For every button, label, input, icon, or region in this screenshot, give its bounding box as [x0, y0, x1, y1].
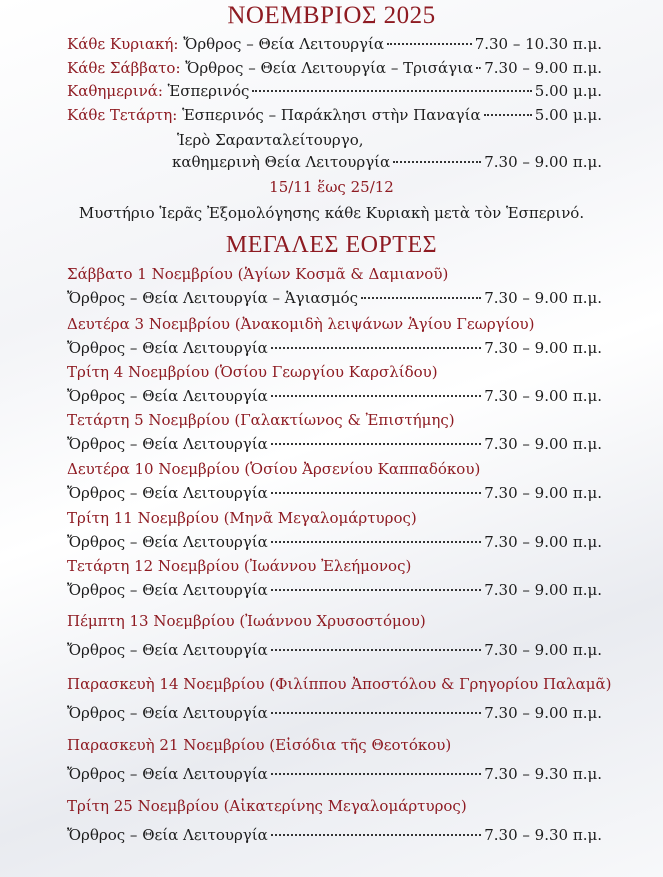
feast-time: 7.30 – 9.00 π.μ.: [484, 289, 602, 307]
weekly-row-daily: [67, 80, 602, 102]
feast-heading: Τετάρτη 5 Νοεμβρίου (Γαλακτίωνος & Ἐπιστήμης): [67, 411, 455, 429]
weekly-time: 5.00 μ.μ.: [534, 106, 602, 124]
weekly-day: Κάθε Κυριακή:: [67, 35, 179, 53]
dot-leader: [271, 589, 481, 591]
feasts-title: ΜΕΓΑΛΕΣ ΕΟΡΤΕΣ: [225, 232, 438, 258]
page-title: ΝΟΕΜΒΡΙΟΣ 2025: [227, 2, 436, 29]
feast-service-row: [67, 639, 602, 661]
dot-leader: [271, 492, 481, 494]
weekly-time: 5.00 μ.μ.: [534, 82, 602, 100]
feast-time: 7.30 – 9.00 π.μ.: [484, 484, 602, 502]
feast-heading: Παρασκευὴ 14 Νοεμβρίου (Φιλίππου Ἀποστόλου & Γρηγορίου Παλαμᾶ): [67, 675, 612, 693]
feast-service: Ὄρθρος – Θεία Λειτουργία: [67, 484, 268, 502]
dot-leader: [271, 541, 481, 543]
feast-service: Ὄρθρος – Θεία Λειτουργία: [67, 339, 268, 357]
feast-heading: Τρίτη 4 Νοεμβρίου (Ὁσίου Γεωργίου Καρσλίδου): [67, 363, 438, 381]
feast-service-row: [67, 763, 602, 785]
feast-time: 7.30 – 9.30 π.μ.: [484, 765, 602, 783]
dot-leader: [484, 114, 532, 116]
weekly-time: 7.30 – 10.30 π.μ.: [474, 35, 602, 53]
feast-time: 7.30 – 9.00 π.μ.: [484, 533, 602, 551]
weekly-desc: Ὄρθρος – Θεία Λειτουργία – Τρισάγια: [185, 59, 474, 77]
feast-service: Ὄρθρος – Θεία Λειτουργία: [67, 435, 268, 453]
weekly-row-wednesday: [67, 104, 602, 126]
dot-leader: [252, 90, 531, 92]
dot-leader: [271, 649, 481, 651]
feast-heading: Τρίτη 11 Νοεμβρίου (Μηνᾶ Μεγαλομάρτυρος): [67, 509, 417, 527]
dot-leader: [361, 297, 481, 299]
dot-leader: [271, 712, 481, 714]
feast-service-row: [67, 531, 602, 553]
feast-service: Ὄρθρος – Θεία Λειτουργία: [67, 387, 268, 405]
feast-time: 7.30 – 9.30 π.μ.: [484, 826, 602, 844]
saranta-desc: καθημερινὴ Θεία Λειτουργία: [172, 153, 391, 171]
weekly-day: Κάθε Σάββατο:: [67, 59, 181, 77]
feast-service: Ὄρθρος – Θεία Λειτουργία – Ἁγιασμός: [67, 289, 359, 307]
feast-service: Ὄρθρος – Θεία Λειτουργία: [67, 581, 268, 599]
weekly-day: Καθημερινά:: [67, 82, 163, 100]
feast-service: Ὄρθρος – Θεία Λειτουργία: [67, 765, 268, 783]
feast-service-row: [67, 385, 602, 407]
feast-time: 7.30 – 9.00 π.μ.: [484, 581, 602, 599]
saranta-line1: Ἱερὸ Σαρανταλείτουργο,: [177, 131, 364, 149]
dot-leader: [271, 834, 481, 836]
feast-service-row: [67, 824, 602, 846]
feast-time: 7.30 – 9.00 π.μ.: [484, 641, 602, 659]
feast-heading: Παρασκευὴ 21 Νοεμβρίου (Εἰσόδια τῆς Θεοτόκου): [67, 736, 452, 754]
feast-service-row: [67, 337, 602, 359]
weekly-desc: Ἑσπερινός – Παράκλησι στὴν Παναγία: [182, 106, 481, 124]
feast-time: 7.30 – 9.00 π.μ.: [484, 704, 602, 722]
saranta-time: 7.30 – 9.00 π.μ.: [484, 153, 602, 171]
feast-heading: Τετάρτη 12 Νοεμβρίου (Ἰωάννου Ἐλεήμονος): [67, 557, 412, 575]
feast-time: 7.30 – 9.00 π.μ.: [484, 339, 602, 357]
dot-leader: [271, 395, 481, 397]
feast-service-row: [67, 702, 602, 724]
feast-service-row: [67, 579, 602, 601]
feast-service-row: [67, 433, 602, 455]
feast-time: 7.30 – 9.00 π.μ.: [484, 435, 602, 453]
feast-service: Ὄρθρος – Θεία Λειτουργία: [67, 826, 268, 844]
feast-service: Ὄρθρος – Θεία Λειτουργία: [67, 533, 268, 551]
feast-service-row: [67, 287, 602, 309]
feast-service: Ὄρθρος – Θεία Λειτουργία: [67, 704, 268, 722]
dot-leader: [393, 161, 481, 163]
dot-leader: [387, 43, 472, 45]
feast-heading: Πέμπτη 13 Νοεμβρίου (Ἰωάννου Χρυσοστόμου): [67, 612, 426, 630]
confession-note: Μυστήριο Ἱερᾶς Ἐξομολόγησης κάθε Κυριακὴ μετὰ τὸν Ἑσπερινό.: [78, 204, 585, 222]
weekly-desc: Ἑσπερινός: [167, 82, 250, 100]
feast-heading: Δευτέρα 10 Νοεμβρίου (Ὁσίου Ἀρσενίου Καππαδόκου): [67, 460, 481, 478]
weekly-day: Κάθε Τετάρτη:: [67, 106, 178, 124]
feast-heading: Σάββατο 1 Νοεμβρίου (Ἁγίων Κοσμᾶ & Δαμιανοῦ): [67, 265, 449, 283]
weekly-row-saturday: [67, 57, 602, 79]
feast-heading: Τρίτη 25 Νοεμβρίου (Αἰκατερίνης Μεγαλομάρτυρος): [67, 797, 467, 815]
dot-leader: [271, 443, 481, 445]
weekly-row-sunday: [67, 33, 602, 55]
weekly-time: 7.30 – 9.00 π.μ.: [484, 59, 602, 77]
feast-heading: Δευτέρα 3 Νοεμβρίου (Ἀνακομιδὴ λειψάνων Ἁγίου Γεωργίου): [67, 315, 535, 333]
feast-service-row: [67, 482, 602, 504]
saranta-line2: [172, 151, 602, 173]
weekly-desc: Ὄρθρος – Θεία Λειτουργία: [183, 35, 385, 53]
feast-time: 7.30 – 9.00 π.μ.: [484, 387, 602, 405]
dot-leader: [271, 773, 481, 775]
dot-leader: [476, 67, 481, 69]
saranta-dates: 15/11 ἕως 25/12: [269, 178, 394, 196]
dot-leader: [271, 347, 481, 349]
feast-service: Ὄρθρος – Θεία Λειτουργία: [67, 641, 268, 659]
